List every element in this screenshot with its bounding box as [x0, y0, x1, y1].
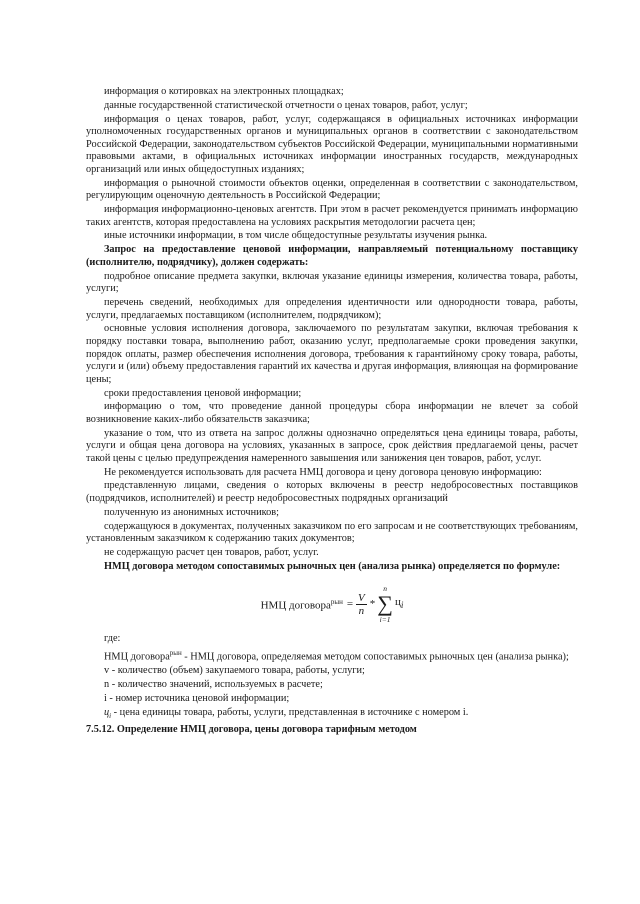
paragraph: подробное описание предмета закупки, включая указание единицы измерения, количества товара, работы, услуги; [86, 270, 578, 295]
paragraph: перечень сведений, необходимых для определения идентичности или однородности товара, работы, услуги, предлагаемых поставщиком (исполнителем, подрядчиком); [86, 297, 578, 321]
paragraph: информация информационно-ценовых агентств. При этом в расчет рекомендуется принимать информацию таких агентств, которая предоставлена на условиях раскрытия методологии расчета цен; [86, 204, 578, 228]
sum-symbol: ∑ [377, 591, 393, 617]
where-label: где: [104, 633, 121, 645]
definition-nmc: НМЦ договора$^{рын}$ - НМЦ договора, определяемая методом сопоставимых рыночных цен (анализа рынка); [104, 649, 569, 663]
formula-eq: = [346, 598, 354, 611]
definition-i: i - номер источника ценовой информации; [104, 692, 290, 704]
paragraph: информация о ценах товаров, работ, услуг, содержащаяся в официальных источниках информации уполномоченных государственных органов и муниципальных органов в соответствии с законодательством Российской Федерации, законодательством субъектов Российской Федерации, муниципальными нормативными правовыми актами, в официальных источниках информации иностранных государств, международных организаций или иных общедоступных изданиях; [86, 113, 578, 175]
paragraph: сроки предоставления ценовой информации; [104, 387, 302, 399]
paragraph: информацию о том, что проведение данной процедуры сбора информации не влечет за собой возникновение каких-либо обязательств заказчика; [86, 401, 578, 425]
paragraph: Не рекомендуется использовать для расчета НМЦ договора и цену договора ценовую информацию: [104, 466, 542, 478]
definition-ci: $ц_i$ - цена единицы товара, работы, услуги, представленная в источнике с номером i. [104, 706, 469, 720]
sum-bottom: i=1 [379, 615, 391, 625]
paragraph: данные государственной статистической отчетности о ценах товаров, работ, услуг; [104, 99, 468, 111]
bold-paragraph-request: Запрос на предоставление ценовой информации, направляемый потенциальному поставщику (исполнителю, подрядчику), должен содержать: [86, 244, 578, 268]
paragraph: информация о рыночной стоимости объектов оценки, определенная в соответствии с законодательством, регулирующим оценочную деятельность в Российской Федерации; [86, 177, 578, 202]
paragraph: представленную лицами, сведения о которых включены в реестр недобросовестных поставщиков (подрядчиков, исполнителей) и реестр недобросовестных подрядных организаций [86, 480, 578, 505]
formula-lhs: НМЦ договора$^{рын}$ [260, 598, 343, 612]
section-heading: 7.5.12. Определение НМЦ договора, цены договора тарифным методом [86, 723, 417, 735]
paragraph: иные источники информации, в том числе общедоступные результаты изучения рынка. [104, 230, 488, 242]
paragraph: указание о том, что из ответа на запрос должны однозначно определяться цена единицы товара, работы, услуги и общая цена договора на условиях, указанных в запросе, срок действия предлагаемой цены, расчет такой цены с целью предупреждения намеренного завышения или занижения цен товаров, работ, услуг. [86, 427, 578, 464]
bold-paragraph-formula-intro: НМЦ договора методом сопоставимых рыночных цен (анализа рынка) определяется по формуле: [104, 560, 561, 572]
formula-lhs-sup: рын [330, 598, 343, 607]
formula-term-sub: i [400, 600, 404, 611]
paragraph: не содержащую расчет цен товаров, работ, услуг. [104, 546, 319, 558]
paragraph: содержащуюся в документах, полученных заказчиком по его запросам и не соответствующих требованиям, установленным заказчиком к содержанию таких документов; [86, 520, 578, 545]
formula-term: $ц_i$ [394, 596, 404, 611]
formula-fraction [356, 592, 367, 617]
sum-top: n [383, 584, 387, 594]
definition-v: v - количество (объем) закупаемого товара, работы, услуги; [104, 665, 365, 677]
formula-denominator: n [358, 604, 365, 617]
formula-numerator: V [358, 591, 365, 604]
formula-times: * [369, 598, 376, 611]
definition-n: n - количество значений, используемых в расчете; [104, 679, 323, 691]
paragraph: информация о котировках на электронных площадках; [104, 86, 344, 97]
paragraph: полученную из анонимных источников; [104, 506, 279, 518]
formula-sum [377, 584, 393, 624]
formula [86, 575, 578, 633]
paragraph: основные условия исполнения договора, заключаемого по результатам закупки, включая требования к порядку поставки товара, выполнению работ, оказанию услуг, предполагаемые сроки проведения закупки, порядок оплаты, размер обеспечения исполнения договора, требования к гарантийному сроку товара, работы, услуги и (или) объему предоставления гарантий их качества и другая информация, влияющая на формирование цены; [86, 323, 578, 385]
